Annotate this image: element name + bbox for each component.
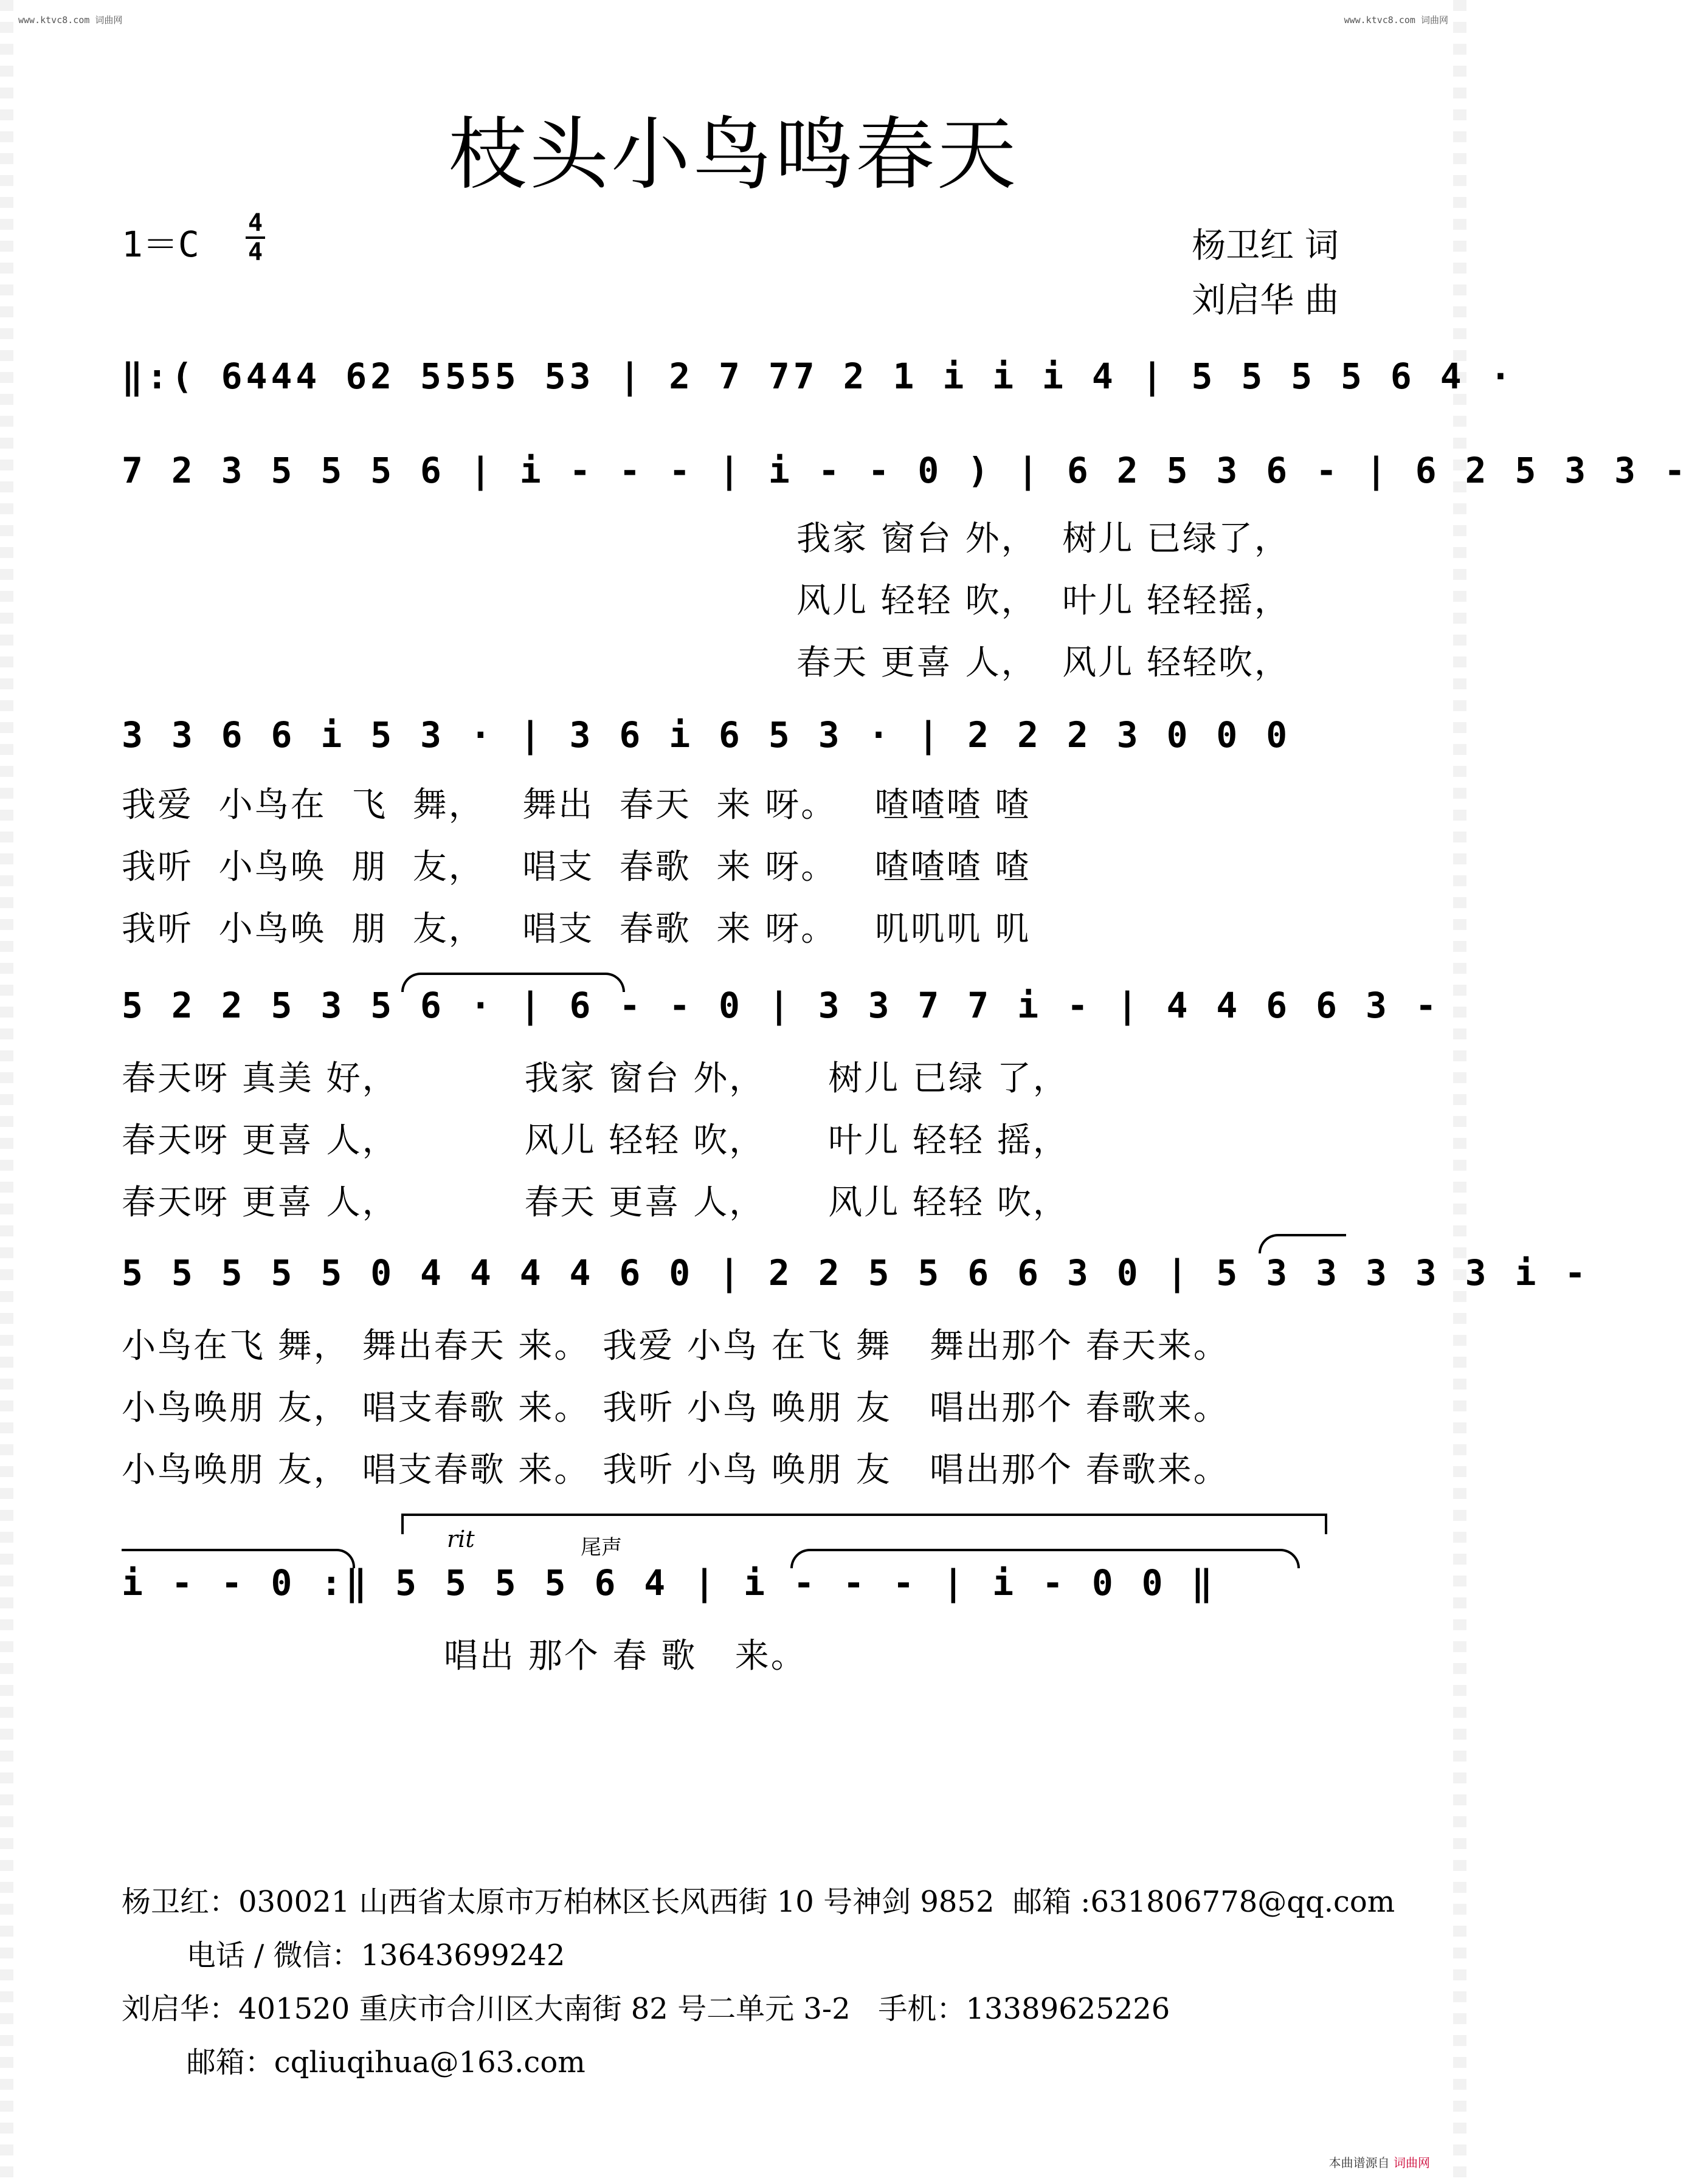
notes-row-4: 5 2 2 5 3 5 6 · | 6 - - 0 | 3 3 7 7 i - | 4 4 6 6 3 - bbox=[122, 985, 1440, 1026]
lyric-row-3-verse-3: 我听 小鸟唤 朋 友， 唱支 春歌 来 呀。 叽叽叽 叽 bbox=[122, 909, 1031, 949]
lyric-row-2-verse-2: 风儿 轻轻 吹， 叶儿 轻轻摇， bbox=[796, 581, 1291, 621]
contact-line-4: 邮箱：cqliuqihua@163.com bbox=[122, 2045, 585, 2079]
notes-row-3: 3 3 6 6 i 5 3 · | 3 6 i 6 5 3 · | 2 2 2 3 0 0 0 bbox=[122, 714, 1291, 756]
footer-right: 词曲网 bbox=[1394, 2155, 1430, 2170]
notation-row-6 bbox=[122, 1562, 1345, 1611]
lyric-row-5-verse-1: 小鸟在飞 舞， 舞出春天 来。 我爱 小鸟 在飞 舞 舞出那个 春天来。 bbox=[122, 1326, 1229, 1366]
lyric-row-2-verse-3: 春天 更喜 人， 风儿 轻轻吹， bbox=[796, 643, 1291, 683]
right-edge bbox=[1453, 0, 1466, 2184]
contact-line-2: 电话 / 微信：13643699242 bbox=[122, 1938, 565, 1972]
rit-marking: rit bbox=[447, 1526, 475, 1552]
lyric-row-3-verse-2: 我听 小鸟唤 朋 友， 唱支 春歌 来 呀。 喳喳喳 喳 bbox=[122, 847, 1031, 887]
notation-row-1 bbox=[122, 356, 1515, 404]
lyricist-credit: 杨卫红 词 bbox=[1192, 226, 1339, 266]
footer-left: 本曲谱源自 bbox=[1328, 2155, 1390, 2170]
left-edge bbox=[0, 0, 13, 2184]
notes-row-2: 7 2 3 5 5 5 6 | i - - - | i - - 0 ) | 6 2 5 3 6 - | 6 2 5 3 3 - bbox=[122, 450, 1689, 491]
lyric-row-2-verse-1: 我家 窗台 外， 树儿 已绿了， bbox=[796, 519, 1291, 559]
coda-label: 尾声 bbox=[581, 1535, 622, 1560]
notes-row-5: 5 5 5 5 5 0 4 4 4 4 6 0 | 2 2 5 5 6 6 3 0 | 5 3 3 3 3 3 i - bbox=[122, 1252, 1590, 1294]
notation-row-3 bbox=[122, 714, 1345, 763]
notation-row-4 bbox=[122, 985, 1440, 1033]
time-signature bbox=[243, 210, 268, 266]
site-mark-right: www.ktvc8.com 词曲网 bbox=[1344, 15, 1448, 26]
composer-credit: 刘启华 曲 bbox=[1192, 281, 1339, 320]
meter-bottom: 4 bbox=[247, 238, 263, 266]
lyric-row-4-verse-1: 春天呀 真美 好， 我家 窗台 外， 树儿 已绿 了， bbox=[122, 1059, 1069, 1098]
notes-row-6: i - - 0 :‖ 5 5 5 5 6 4 | i - - - | i - 0 0 ‖ bbox=[122, 1562, 1217, 1604]
key-signature: 1＝C bbox=[122, 224, 199, 265]
lyric-row-5-verse-3: 小鸟唤朋 友， 唱支春歌 来。 我听 小鸟 唤朋 友 唱出那个 春歌来。 bbox=[122, 1450, 1229, 1490]
notation-row-2 bbox=[122, 450, 1689, 498]
song-title: 枝头小鸟鸣春天 bbox=[447, 108, 1018, 201]
tie-row-5 bbox=[1259, 1234, 1346, 1253]
site-mark-left: www.ktvc8.com 词曲网 bbox=[18, 15, 123, 26]
notes-row-1: ‖:( 6444 62 5555 53 | 2 7 77 2 1 i i i 4 | 5 5 5 5 6 4 · bbox=[122, 356, 1515, 397]
lyric-row-4-verse-2: 春天呀 更喜 人， 风儿 轻轻 吹， 叶儿 轻轻 摇， bbox=[122, 1121, 1069, 1160]
lyric-row-4-verse-3: 春天呀 更喜 人， 春天 更喜 人， 风儿 轻轻 吹， bbox=[122, 1183, 1069, 1222]
meter-top: 4 bbox=[247, 209, 263, 237]
lyric-row-6: 唱出 那个 春 歌 来。 bbox=[444, 1636, 807, 1676]
coda-bracket bbox=[401, 1514, 1327, 1534]
contact-line-1: 杨卫红：030021 山西省太原市万柏林区长风西街 10 号神剑 9852 邮箱 :631806778@qq.com bbox=[122, 1885, 1395, 1919]
footer-source bbox=[1329, 2153, 1430, 2171]
notation-row-5 bbox=[122, 1252, 1590, 1301]
lyric-row-3-verse-1: 我爱 小鸟在 飞 舞， 舞出 春天 来 呀。 喳喳喳 喳 bbox=[122, 785, 1031, 825]
contact-line-3: 刘启华：401520 重庆市合川区大南街 82 号二单元 3-2 手机：13389625226 bbox=[122, 1992, 1170, 2026]
lyric-row-5-verse-2: 小鸟唤朋 友， 唱支春歌 来。 我听 小鸟 唤朋 友 唱出那个 春歌来。 bbox=[122, 1388, 1229, 1428]
